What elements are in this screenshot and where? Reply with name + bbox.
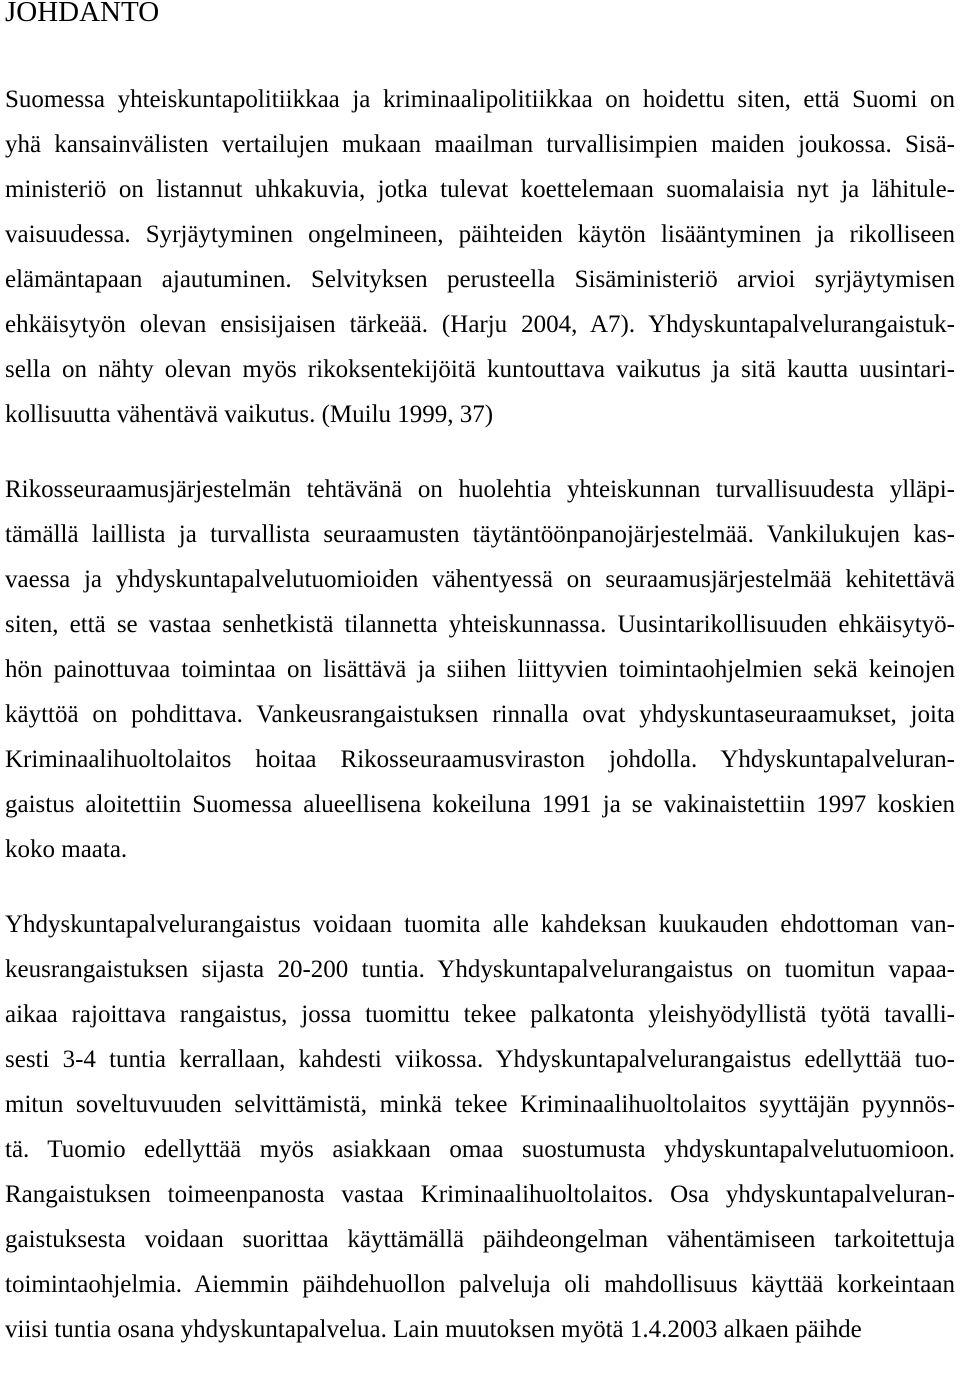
text-line: siten, että se vastaa senhetkistä tilannetta yhteiskunnassa. Uusintarikollisuuden ehkäisytyö- [5,611,955,638]
text-line: kollisuutta vähentävä vaikutus. (Muilu 1999, 37) [5,401,494,428]
paragraph-3 [5,910,955,1345]
text-line: elämäntapaan ajautuminen. Selvityksen perusteella Sisäministeriö arvioi syrjäytymisen [5,266,955,293]
text-line: viisi tuntia osana yhdyskuntapalvelua. Lain muutoksen myötä 1.4.2003 alkaen päihde [5,1316,862,1343]
page-heading: JOHDANTO [5,0,160,28]
text-line: vaessa ja yhdyskuntapalvelutuomioiden vähentyessä on seuraamusjärjestelmää kehitettävä [5,566,955,593]
text-line: käyttöä on pohdittava. Vankeusrangaistuksen rinnalla ovat yhdyskuntaseuraamukset, joita [5,701,955,728]
text-line: sella on nähty olevan myös rikoksentekijöitä kuntouttava vaikutus ja sitä kautta uusintari- [5,356,955,383]
text-line: yhä kansainvälisten vertailujen mukaan maailman turvallisimpien maiden joukossa. Sisä- [5,131,955,158]
text-line: koko maata. [5,836,128,863]
text-line: Rikosseuraamusjärjestelmän tehtävänä on huolehtia yhteiskunnan turvallisuudesta ylläpi- [5,476,955,503]
text-line: ehkäisytyön olevan ensisijaisen tärkeää. (Harju 2004, A7). Yhdyskuntapalvelurangaistuk- [5,311,955,338]
text-line: mitun soveltuvuuden selvittämistä, minkä tekee Kriminaalihuoltolaitos syyttäjän pyynnös- [5,1091,955,1118]
text-line: Rangaistuksen toimeenpanosta vastaa Kriminaalihuoltolaitos. Osa yhdyskuntapalveluran- [5,1181,955,1208]
paragraph-2 [5,475,955,865]
text-line: Suomessa yhteiskuntapolitiikkaa ja kriminaalipolitiikkaa on hoidettu siten, että Suomi on [5,86,955,113]
text-line: ministeriö on listannut uhkakuvia, jotka tulevat koettelemaan suomalaisia nyt ja lähitule- [5,176,955,203]
text-line: hön painottuvaa toimintaa on lisättävä ja siihen liittyvien toimintaohjelmien sekä keinojen [5,656,955,683]
text-line: aikaa rajoittava rangaistus, jossa tuomittu tekee palkatonta yleishyödyllistä työtä tavalli- [5,1001,955,1028]
text-line: toimintaohjelmia. Aiemmin päihdehuollon palveluja oli mahdollisuus käyttää korkeintaan [5,1271,955,1298]
text-line: tämällä laillista ja turvallista seuraamusten täytäntöönpanojärjestelmää. Vankilukujen kas- [5,521,955,548]
body-text [5,85,955,1345]
text-line: keusrangaistuksen sijasta 20-200 tuntia. Yhdyskuntapalvelurangaistus on tuomitun vapaa- [5,956,955,983]
text-line: sesti 3-4 tuntia kerrallaan, kahdesti viikossa. Yhdyskuntapalvelurangaistus edellyttää tuo- [5,1046,955,1073]
text-line: tä. Tuomio edellyttää myös asiakkaan omaa suostumusta yhdyskuntapalvelutuomioon. [5,1136,955,1163]
text-line: Kriminaalihuoltolaitos hoitaa Rikosseuraamusviraston johdolla. Yhdyskuntapalveluran- [5,746,955,773]
text-line: Yhdyskuntapalvelurangaistus voidaan tuomita alle kahdeksan kuukauden ehdottoman van- [5,911,955,938]
text-line: vaisuudessa. Syrjäytyminen ongelmineen, päihteiden käytön lisääntyminen ja rikolliseen [5,221,955,248]
text-line: gaistuksesta voidaan suorittaa käyttämällä päihdeongelman vähentämiseen tarkoitettuja [5,1226,955,1253]
text-line: gaistus aloitettiin Suomessa alueellisena kokeiluna 1991 ja se vakinaistettiin 1997 koskien [5,791,955,818]
paragraph-1 [5,85,955,430]
